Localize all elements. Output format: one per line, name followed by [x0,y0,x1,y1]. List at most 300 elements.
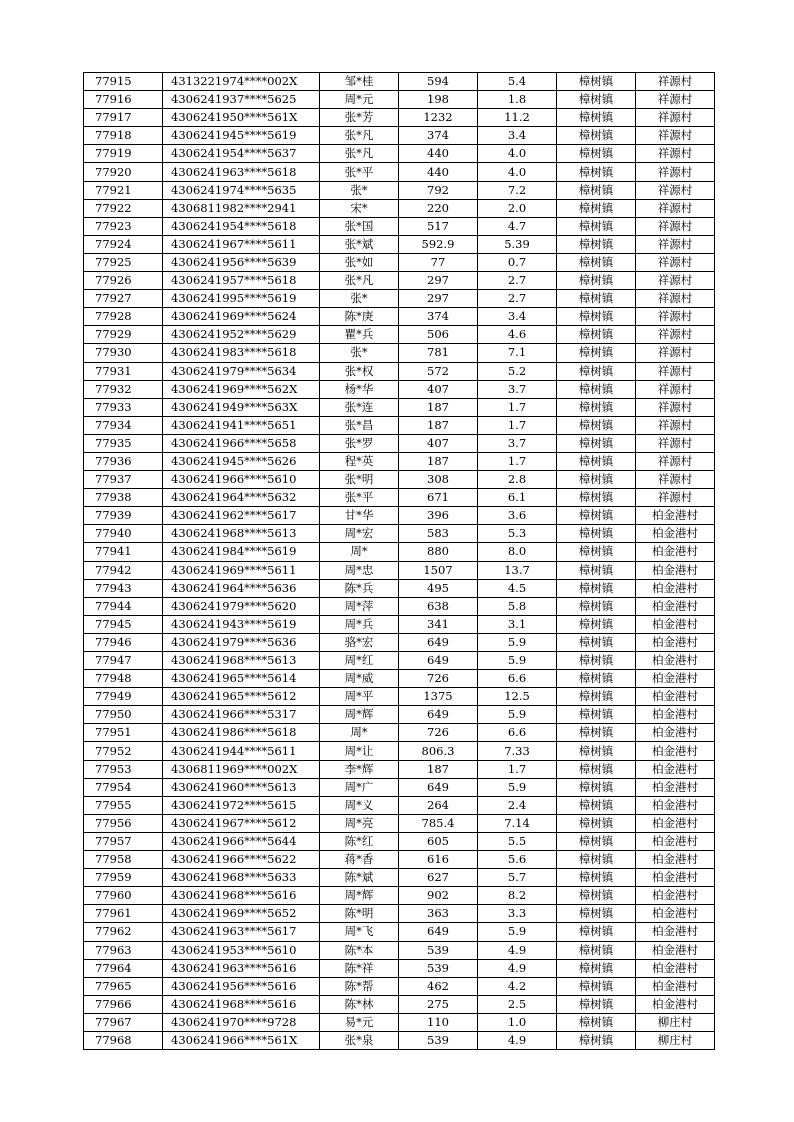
person-name-cell: 张*芳 [320,109,399,127]
town-cell: 樟树镇 [557,235,636,253]
id-number-cell: 4306241964****5632 [163,489,320,507]
town-cell: 樟树镇 [557,434,636,452]
person-name-cell: 周*兵 [320,615,399,633]
data-table-container [83,72,715,1050]
id-number-cell: 4306241968****5633 [163,869,320,887]
record-number-cell: 77944 [84,597,163,615]
id-number-cell: 4306241966****5317 [163,706,320,724]
town-cell: 樟树镇 [557,471,636,489]
person-name-cell: 张*泉 [320,1031,399,1049]
person-name-cell: 周*让 [320,742,399,760]
village-cell: 柏金港村 [636,959,715,977]
record-number-cell: 77951 [84,724,163,742]
area-cell: 5.7 [478,869,557,887]
record-number-cell: 77929 [84,326,163,344]
area-cell: 4.0 [478,163,557,181]
table-row [84,452,715,470]
area-cell: 1.7 [478,452,557,470]
town-cell: 樟树镇 [557,308,636,326]
record-number-cell: 77962 [84,923,163,941]
id-number-cell: 4306241944****5611 [163,742,320,760]
person-name-cell: 张* [320,181,399,199]
table-row [84,778,715,796]
table-row [84,109,715,127]
record-number-cell: 77945 [84,615,163,633]
id-number-cell: 4306241963****5617 [163,923,320,941]
person-name-cell: 蒋*香 [320,851,399,869]
record-number-cell: 77958 [84,851,163,869]
table-row [84,977,715,995]
record-number-cell: 77946 [84,633,163,651]
area-cell: 6.1 [478,489,557,507]
person-name-cell: 陈*红 [320,832,399,850]
amount-cell: 649 [399,652,478,670]
record-number-cell: 77943 [84,579,163,597]
amount-cell: 110 [399,1013,478,1031]
person-name-cell: 张*如 [320,253,399,271]
town-cell: 樟树镇 [557,253,636,271]
record-number-cell: 77967 [84,1013,163,1031]
area-cell: 3.1 [478,615,557,633]
id-number-cell: 4306241954****5637 [163,145,320,163]
village-cell: 柏金港村 [636,941,715,959]
town-cell: 樟树镇 [557,525,636,543]
town-cell: 樟树镇 [557,452,636,470]
town-cell: 樟树镇 [557,869,636,887]
town-cell: 樟树镇 [557,344,636,362]
town-cell: 樟树镇 [557,199,636,217]
id-number-cell: 4306241965****5614 [163,670,320,688]
area-cell: 5.9 [478,923,557,941]
person-name-cell: 周*萍 [320,597,399,615]
person-name-cell: 周*宏 [320,525,399,543]
area-cell: 7.33 [478,742,557,760]
id-number-cell: 4306241966****5658 [163,434,320,452]
person-name-cell: 张*凡 [320,145,399,163]
area-cell: 4.9 [478,1031,557,1049]
id-number-cell: 4306241968****5613 [163,652,320,670]
person-name-cell: 骆*宏 [320,633,399,651]
village-cell: 柏金港村 [636,706,715,724]
area-cell: 12.5 [478,688,557,706]
record-number-cell: 77921 [84,181,163,199]
area-cell: 5.4 [478,73,557,91]
record-number-cell: 77961 [84,905,163,923]
town-cell: 樟树镇 [557,724,636,742]
person-name-cell: 易*元 [320,1013,399,1031]
village-cell: 祥源村 [636,199,715,217]
record-number-cell: 77918 [84,127,163,145]
town-cell: 樟树镇 [557,290,636,308]
village-cell: 柏金港村 [636,887,715,905]
amount-cell: 671 [399,489,478,507]
area-cell: 4.2 [478,977,557,995]
village-cell: 祥源村 [636,326,715,344]
amount-cell: 592.9 [399,235,478,253]
person-name-cell: 程*英 [320,452,399,470]
person-name-cell: 张*权 [320,362,399,380]
record-number-cell: 77956 [84,814,163,832]
id-number-cell: 4306241986****5618 [163,724,320,742]
town-cell: 樟树镇 [557,796,636,814]
village-cell: 祥源村 [636,163,715,181]
area-cell: 5.9 [478,633,557,651]
table-row [84,742,715,760]
table-row [84,416,715,434]
area-cell: 0.7 [478,253,557,271]
data-table [83,72,715,1050]
record-number-cell: 77939 [84,507,163,525]
record-number-cell: 77960 [84,887,163,905]
person-name-cell: 张*斌 [320,235,399,253]
town-cell: 樟树镇 [557,163,636,181]
town-cell: 樟树镇 [557,579,636,597]
record-number-cell: 77922 [84,199,163,217]
village-cell: 柏金港村 [636,832,715,850]
village-cell: 祥源村 [636,235,715,253]
record-number-cell: 77925 [84,253,163,271]
table-row [84,290,715,308]
table-row [84,525,715,543]
amount-cell: 649 [399,633,478,651]
amount-cell: 506 [399,326,478,344]
amount-cell: 616 [399,851,478,869]
id-number-cell: 4306241968****5616 [163,995,320,1013]
person-name-cell: 陈*帮 [320,977,399,995]
village-cell: 柏金港村 [636,814,715,832]
town-cell: 樟树镇 [557,561,636,579]
area-cell: 4.9 [478,941,557,959]
record-number-cell: 77936 [84,452,163,470]
table-row [84,1013,715,1031]
town-cell: 樟树镇 [557,688,636,706]
record-number-cell: 77934 [84,416,163,434]
town-cell: 樟树镇 [557,398,636,416]
id-number-cell: 4306241954****5618 [163,217,320,235]
record-number-cell: 77920 [84,163,163,181]
village-cell: 柏金港村 [636,995,715,1013]
id-number-cell: 4306241969****5652 [163,905,320,923]
table-row [84,615,715,633]
amount-cell: 902 [399,887,478,905]
id-number-cell: 4306241956****5639 [163,253,320,271]
village-cell: 祥源村 [636,181,715,199]
table-row [84,706,715,724]
area-cell: 4.5 [478,579,557,597]
amount-cell: 806.3 [399,742,478,760]
village-cell: 祥源村 [636,253,715,271]
person-name-cell: 张* [320,290,399,308]
village-cell: 柳庄村 [636,1031,715,1049]
id-number-cell: 4306241953****5610 [163,941,320,959]
amount-cell: 187 [399,416,478,434]
amount-cell: 440 [399,163,478,181]
table-row [84,344,715,362]
village-cell: 柏金港村 [636,579,715,597]
village-cell: 柏金港村 [636,760,715,778]
table-row [84,579,715,597]
area-cell: 2.0 [478,199,557,217]
table-row [84,308,715,326]
id-number-cell: 4306241983****5618 [163,344,320,362]
amount-cell: 495 [399,579,478,597]
area-cell: 5.6 [478,851,557,869]
id-number-cell: 4306241979****5636 [163,633,320,651]
id-number-cell: 4306241945****5626 [163,452,320,470]
table-row [84,73,715,91]
record-number-cell: 77935 [84,434,163,452]
area-cell: 8.0 [478,543,557,561]
record-number-cell: 77966 [84,995,163,1013]
person-name-cell: 周*辉 [320,887,399,905]
table-row [84,995,715,1013]
village-cell: 柏金港村 [636,525,715,543]
person-name-cell: 陈*祥 [320,959,399,977]
village-cell: 柏金港村 [636,633,715,651]
village-cell: 祥源村 [636,380,715,398]
person-name-cell: 周*飞 [320,923,399,941]
id-number-cell: 4306241966****5644 [163,832,320,850]
village-cell: 柏金港村 [636,778,715,796]
id-number-cell: 4306241966****5622 [163,851,320,869]
area-cell: 2.7 [478,290,557,308]
village-cell: 柏金港村 [636,869,715,887]
table-row [84,814,715,832]
person-name-cell: 周*威 [320,670,399,688]
area-cell: 2.8 [478,471,557,489]
area-cell: 5.9 [478,706,557,724]
person-name-cell: 周* [320,724,399,742]
record-number-cell: 77953 [84,760,163,778]
id-number-cell: 4306241969****562X [163,380,320,398]
record-number-cell: 77933 [84,398,163,416]
table-row [84,380,715,398]
town-cell: 樟树镇 [557,489,636,507]
amount-cell: 605 [399,832,478,850]
town-cell: 樟树镇 [557,706,636,724]
id-number-cell: 4306241937****5625 [163,91,320,109]
village-cell: 祥源村 [636,272,715,290]
amount-cell: 341 [399,615,478,633]
id-number-cell: 4306241950****561X [163,109,320,127]
person-name-cell: 邹*桂 [320,73,399,91]
village-cell: 祥源村 [636,398,715,416]
area-cell: 6.6 [478,670,557,688]
town-cell: 樟树镇 [557,832,636,850]
person-name-cell: 张*昌 [320,416,399,434]
village-cell: 祥源村 [636,127,715,145]
record-number-cell: 77938 [84,489,163,507]
id-number-cell: 4306241979****5620 [163,597,320,615]
id-number-cell: 4306241963****5616 [163,959,320,977]
town-cell: 樟树镇 [557,91,636,109]
village-cell: 柏金港村 [636,597,715,615]
person-name-cell: 周*平 [320,688,399,706]
id-number-cell: 4306241974****5635 [163,181,320,199]
area-cell: 2.7 [478,272,557,290]
table-row [84,489,715,507]
record-number-cell: 77923 [84,217,163,235]
id-number-cell: 4306241963****5618 [163,163,320,181]
area-cell: 3.4 [478,127,557,145]
area-cell: 1.7 [478,398,557,416]
id-number-cell: 4306241966****561X [163,1031,320,1049]
area-cell: 8.2 [478,887,557,905]
id-number-cell: 4306241952****5629 [163,326,320,344]
town-cell: 樟树镇 [557,73,636,91]
village-cell: 柏金港村 [636,507,715,525]
amount-cell: 77 [399,253,478,271]
village-cell: 柏金港村 [636,742,715,760]
village-cell: 柏金港村 [636,724,715,742]
id-number-cell: 4306241967****5611 [163,235,320,253]
town-cell: 樟树镇 [557,760,636,778]
table-row [84,326,715,344]
table-row [84,959,715,977]
amount-cell: 792 [399,181,478,199]
amount-cell: 187 [399,452,478,470]
id-number-cell: 4306241945****5619 [163,127,320,145]
record-number-cell: 77927 [84,290,163,308]
area-cell: 6.6 [478,724,557,742]
village-cell: 柏金港村 [636,923,715,941]
amount-cell: 297 [399,290,478,308]
person-name-cell: 张*凡 [320,272,399,290]
village-cell: 祥源村 [636,290,715,308]
table-row [84,923,715,941]
village-cell: 祥源村 [636,308,715,326]
amount-cell: 374 [399,127,478,145]
table-row [84,398,715,416]
record-number-cell: 77949 [84,688,163,706]
person-name-cell: 陈*本 [320,941,399,959]
amount-cell: 462 [399,977,478,995]
town-cell: 樟树镇 [557,633,636,651]
table-row [84,91,715,109]
area-cell: 3.3 [478,905,557,923]
table-row [84,724,715,742]
village-cell: 祥源村 [636,344,715,362]
area-cell: 3.7 [478,434,557,452]
record-number-cell: 77919 [84,145,163,163]
amount-cell: 539 [399,1031,478,1049]
record-number-cell: 77955 [84,796,163,814]
village-cell: 祥源村 [636,73,715,91]
table-row [84,217,715,235]
village-cell: 柏金港村 [636,688,715,706]
amount-cell: 638 [399,597,478,615]
id-number-cell: 4306811982****2941 [163,199,320,217]
id-number-cell: 4306241979****5634 [163,362,320,380]
record-number-cell: 77957 [84,832,163,850]
table-row [84,471,715,489]
person-name-cell: 陈*斌 [320,869,399,887]
record-number-cell: 77930 [84,344,163,362]
table-row [84,597,715,615]
id-number-cell: 4306241984****5619 [163,543,320,561]
record-number-cell: 77947 [84,652,163,670]
amount-cell: 726 [399,724,478,742]
area-cell: 11.2 [478,109,557,127]
table-row [84,796,715,814]
id-number-cell: 4306241968****5616 [163,887,320,905]
amount-cell: 517 [399,217,478,235]
area-cell: 3.6 [478,507,557,525]
id-number-cell: 4306241966****5610 [163,471,320,489]
id-number-cell: 4306241972****5615 [163,796,320,814]
amount-cell: 297 [399,272,478,290]
record-number-cell: 77968 [84,1031,163,1049]
record-number-cell: 77964 [84,959,163,977]
record-number-cell: 77941 [84,543,163,561]
amount-cell: 627 [399,869,478,887]
town-cell: 樟树镇 [557,814,636,832]
person-name-cell: 宋* [320,199,399,217]
record-number-cell: 77916 [84,91,163,109]
table-row [84,543,715,561]
id-number-cell: 4306241967****5612 [163,814,320,832]
amount-cell: 1232 [399,109,478,127]
village-cell: 祥源村 [636,91,715,109]
table-row [84,434,715,452]
area-cell: 4.9 [478,959,557,977]
table-row [84,561,715,579]
table-row [84,507,715,525]
table-row [84,1031,715,1049]
person-name-cell: 周*辉 [320,706,399,724]
town-cell: 樟树镇 [557,778,636,796]
id-number-cell: 4306241956****5616 [163,977,320,995]
town-cell: 樟树镇 [557,652,636,670]
town-cell: 樟树镇 [557,326,636,344]
table-row [84,633,715,651]
town-cell: 樟树镇 [557,543,636,561]
amount-cell: 363 [399,905,478,923]
area-cell: 5.9 [478,652,557,670]
table-row [84,652,715,670]
table-row [84,163,715,181]
amount-cell: 572 [399,362,478,380]
table-row [84,760,715,778]
area-cell: 7.2 [478,181,557,199]
town-cell: 樟树镇 [557,615,636,633]
table-row [84,670,715,688]
id-number-cell: 4306241968****5613 [163,525,320,543]
table-row [84,199,715,217]
table-row [84,272,715,290]
amount-cell: 1507 [399,561,478,579]
area-cell: 4.7 [478,217,557,235]
table-row [84,688,715,706]
person-name-cell: 张*平 [320,489,399,507]
area-cell: 1.0 [478,1013,557,1031]
village-cell: 祥源村 [636,489,715,507]
area-cell: 5.39 [478,235,557,253]
town-cell: 樟树镇 [557,941,636,959]
table-row [84,905,715,923]
area-cell: 5.3 [478,525,557,543]
record-number-cell: 77950 [84,706,163,724]
record-number-cell: 77940 [84,525,163,543]
id-number-cell: 4306241943****5619 [163,615,320,633]
person-name-cell: 张*罗 [320,434,399,452]
town-cell: 樟树镇 [557,905,636,923]
id-number-cell: 4306241965****5612 [163,688,320,706]
amount-cell: 374 [399,308,478,326]
area-cell: 5.5 [478,832,557,850]
id-number-cell: 4306241964****5636 [163,579,320,597]
area-cell: 7.14 [478,814,557,832]
